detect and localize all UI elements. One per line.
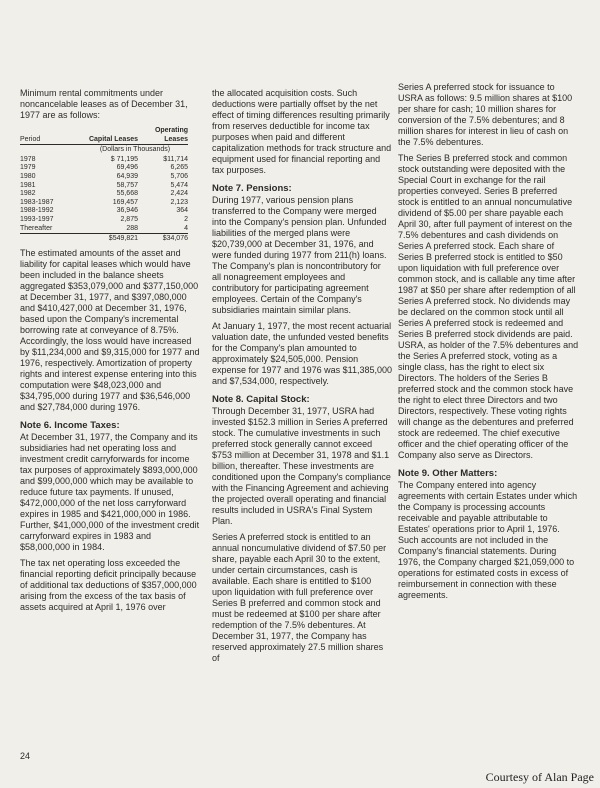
note-7-heading: Note 7. Pensions: [212,183,292,194]
deductions-paragraph: the allocated acquisition costs. Such deductions were partially offset by the net effect of timing differences resulting primarily from reserves deductible for income tax purposes when paid and different capitalization methods for track structure and equipment used for financial reporting and tax purposes. [212,88,392,175]
table-header-period: Period [20,135,41,143]
page-number: 24 [20,751,31,761]
total-capital: $549,821 [82,234,138,244]
table-header-capital: Capital Leases [88,135,138,143]
note-6-heading: Note 6. Income Taxes: [20,419,120,431]
table-row: Thereafter 288 4 [20,224,188,232]
other-matters-paragraph: The Company entered into agency agreements with certain Estates under which the Company is processing accounts receivable and payable attributable to Estates' operations prior to April 1, 1976. Such accounts are not included in the Company's financial statements. During 1976, the Company charged $21,059,000 to operations for estimated costs in excess of reimbursement in connection with these agreements. [398,480,578,600]
table-row: 1980 64,939 5,706 [20,172,188,180]
series-b-paragraph: The Series B preferred stock and common stock outstanding were deposited with the Special Court in exchange for the rail properties conveyed. Series B preferred stock is entitled to an annual noncumulative dividend of $5.00 per share payable each April 30, after full payment of interest on the 7.5% debentures and cash dividends on Series A preferred stock. Each share of Series B preferred stock is entitled to $50 upon liquidation with full preference over common stock, and is callable any time after 1987 at $50 per share after redemption of all Series A preferred stock. No dividends may be declared on the common stock until all Series A preferred stock is redeemed and Series B preferred stock dividends are paid. USRA, as holder of the 7.5% debentures and the Series A preferred stock, voting as a single class, has the right to elect six Directors. The holders of the Series B preferred stock and the common stock have the right to elect three Directors and two Directors, respectively. These voting rights will change as the debentures and preferred stock are redeemed. The chief executive officer and the chief operating officer of the Company also serve as Directors. [398,153,579,460]
table-row: 1979 69,496 6,265 [20,164,188,172]
table-row: 1982 55,668 2,424 [20,190,188,198]
total-operating: $34,076 [138,234,188,244]
tax-loss-paragraph: The tax net operating loss exceeded the financial reporting deficit principally because of additional tax deductions of $357,000,000 arising from the excess of the tax basis of assets acquired at April 1, 1976 over [20,557,197,612]
income-taxes-paragraph: At December 31, 1977, the Company and its subsidiaries had net operating loss and investment credit carryforwards for income tax purposes of approximately $893,000,000 and $99,000,000 which may be available to reduce future tax payments. If unused, $472,000,000 of the net loss carryforward expires in 1985 and $421,000,000 in 1986. Further, $41,000,000 of the investment credit carryforward expires in 1983 and $58,000,000 in 1984. [20,431,200,552]
capital-stock-paragraph: Through December 31, 1977, USRA had invested $152.3 million in Series A preferred stock. The cumulative investments in such preferred stock generally cannot exceed $753 million at December 31, 1978 and $1.1 billion, thereafter. These investments are conditioned upon the Company's compliance with the Financing Agreement and achieving the projected overall operating and financial results included in USRA's Final System Plan. [212,406,391,526]
capital-lease-paragraph: The estimated amounts of the asset and liability for capital leases which would have been included in the balance sheets aggregated $353,079,000 and $377,150,000 at December 31, 1977, and $397,080,000 and $410,427,000 at December 31, 1976, based upon the Company's incremental borrowing rate at conveyance of 8.75%. Accordingly, the loss would have increased by $11,234,000 and $9,315,000 for 1977 and 1976, respectively. Amortization of property rights and interest expense entering into this computation were $48,023,000 and $34,795,000 during 1977 and $36,546,000 and $27,784,000 during 1976. [20,247,200,412]
table-row: 1978 $ 71,195 $11,714 [20,155,188,163]
note-8-heading: Note 8. Capital Stock: [212,394,310,405]
table-row: 1983-1987 169,457 2,123 [20,198,188,206]
series-a-issuance-paragraph: Series A preferred stock for issuance to USRA as follows: 9.5 million shares at $100 per share for cash; 10 million shares for conversion of the 7.5% debentures; and 8 million shares for interest in lieu of cash on the 7.5% debentures. [398,82,573,147]
column-left [20,88,203,618]
table-row: 1993-1997 2,875 2 [20,215,188,223]
table-units: (Dollars in Thousands) [99,146,171,154]
column-middle [212,88,392,669]
rental-commitments-table [20,127,188,244]
table-total-row [20,234,188,244]
column-right [398,82,580,606]
lease-intro-text: Minimum rental commitments under noncancelable leases as of December 31, 1977 are as follows: [20,88,188,120]
pensions-paragraph: During 1977, various pension plans transferred to the Company were merged into the Company's pension plan. Unfunded liabilities of the merged plans were $20,739,000 at December 31, 1976, and were funded during 1977 from 211(h) loans. The Company's plan is noncontributory for all nonagreement employees and contributory for participating agreement employees. Certain of the Company's subsidiaries maintain similar plans. [212,195,387,315]
series-a-paragraph: Series A preferred stock is entitled to an annual noncumulative dividend of $7.50 per share, payable each April 30 to the extent, under certain circumstances, cash is available. Each share is entitled to $100 upon liquidation with full preference over Series B preferred and common stock and must be redeemed at $100 per share after redemption of the 7.5% debentures. At December 31, 1977, the Company has reserved approximately 27.5 million shares of [212,532,387,663]
table-row: 1981 58,757 5,474 [20,181,188,189]
note-9-heading: Note 9. Other Matters: [398,468,498,479]
valuation-paragraph: At January 1, 1977, the most recent actuarial valuation date, the unfunded vested benefits for the Company's plan amounted to approximately $24,505,000. Pension expense for 1977 and 1976 was $11,385,000 and $7,534,000, respectively. [212,321,392,386]
courtesy-credit: Courtesy of Alan Page [485,770,594,784]
table-header-operating: Operating Leases [154,127,188,143]
table-row: 1988-1992 36,946 364 [20,207,188,215]
